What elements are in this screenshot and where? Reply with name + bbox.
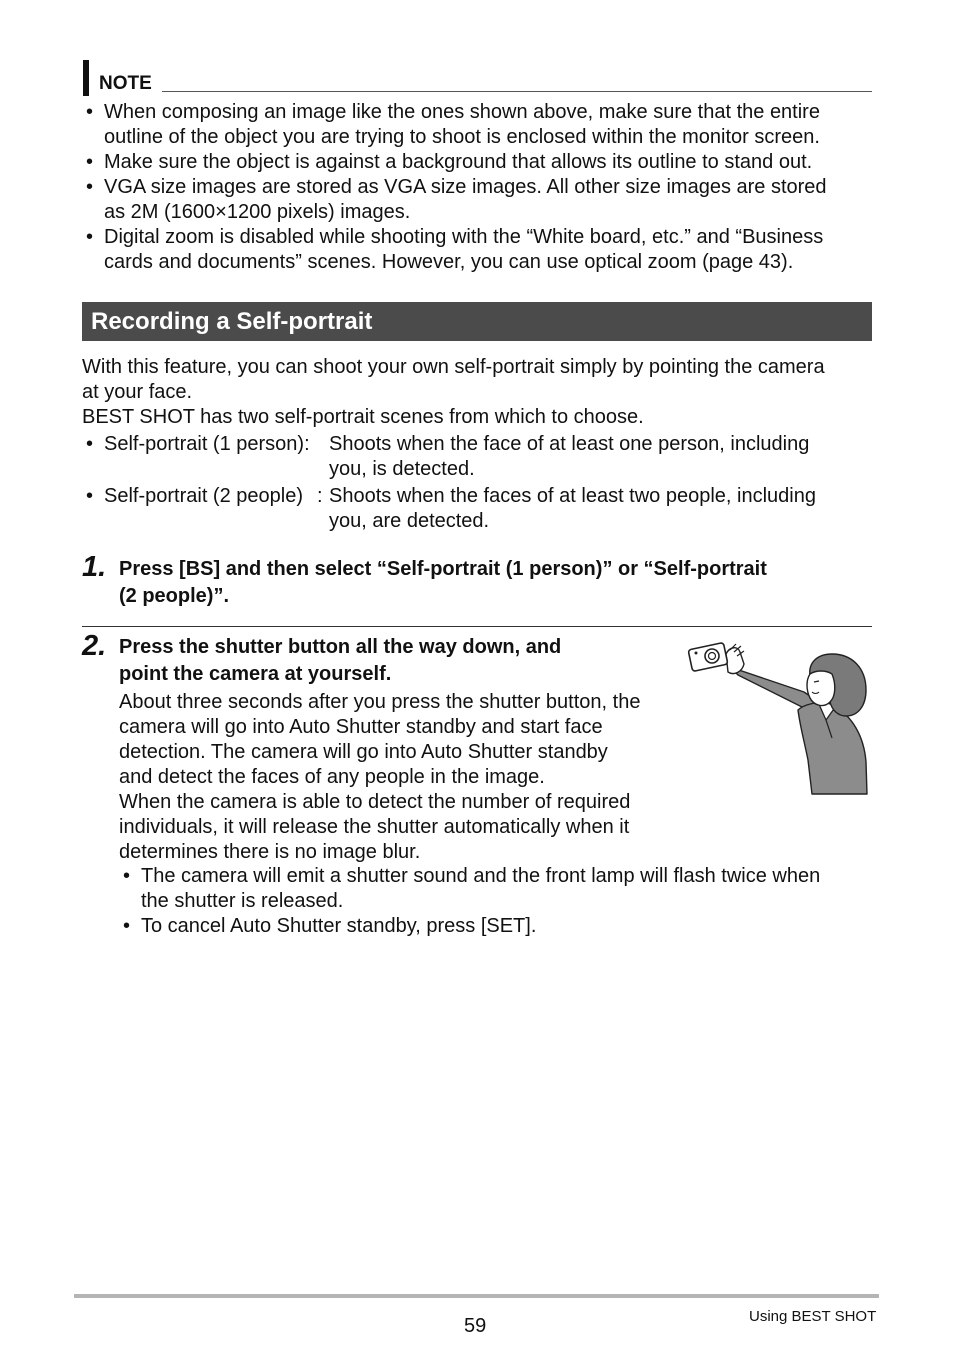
bullet-glyph: • bbox=[86, 433, 94, 455]
note-item-line: cards and documents” scenes. However, you can use optical zoom (page 43). bbox=[104, 251, 794, 273]
scene-description: Shoots when the face of at least one person, including bbox=[329, 433, 810, 455]
step-body-line: camera will go into Auto Shutter standby and start face bbox=[119, 716, 603, 738]
scene-colon: : bbox=[317, 485, 323, 507]
scene-description: you, is detected. bbox=[329, 458, 475, 480]
intro-line: BEST SHOT has two self-portrait scenes from which to choose. bbox=[82, 406, 644, 428]
step-body-line: When the camera is able to detect the number of required bbox=[119, 791, 631, 813]
bullet-glyph: • bbox=[123, 865, 131, 887]
section-title: Recording a Self-portrait bbox=[91, 308, 373, 335]
step-divider bbox=[82, 626, 872, 627]
scene-description: you, are detected. bbox=[329, 510, 490, 532]
step-number: 1. bbox=[82, 551, 107, 583]
note-divider bbox=[162, 91, 872, 92]
bullet-glyph: • bbox=[123, 915, 131, 937]
scene-name: Self-portrait (2 people) bbox=[104, 485, 303, 507]
page-number: 59 bbox=[464, 1315, 487, 1337]
step-title: (2 people)”. bbox=[119, 585, 230, 607]
bullet-glyph: • bbox=[86, 101, 94, 123]
footer-section-name: Using BEST SHOT bbox=[749, 1308, 877, 1325]
intro-line: With this feature, you can shoot your own self-portrait simply by pointing the camera bbox=[82, 356, 825, 378]
self-portrait-illustration bbox=[686, 640, 870, 798]
step-title: point the camera at yourself. bbox=[119, 663, 392, 685]
step-body-line: and detect the faces of any people in the image. bbox=[119, 766, 545, 788]
note-item-line: as 2M (1600×1200 pixels) images. bbox=[104, 201, 411, 223]
step-body-line: detection. The camera will go into Auto Shutter standby bbox=[119, 741, 608, 763]
note-item-line: Make sure the object is against a background that allows its outline to stand out. bbox=[104, 151, 813, 173]
bullet-glyph: • bbox=[86, 176, 94, 198]
note-item-line: outline of the object you are trying to shoot is enclosed within the monitor screen. bbox=[104, 126, 820, 148]
bullet-glyph: • bbox=[86, 485, 94, 507]
step-title: Press [BS] and then select “Self-portrait (1 person)” or “Self-portrait bbox=[119, 558, 767, 580]
step-title: Press the shutter button all the way down, and bbox=[119, 636, 562, 658]
scene-name: Self-portrait (1 person): bbox=[104, 433, 310, 455]
note-marker-bar bbox=[83, 60, 89, 96]
step-body-line: About three seconds after you press the shutter button, the bbox=[119, 691, 641, 713]
bullet-glyph: • bbox=[86, 226, 94, 248]
step-number: 2. bbox=[82, 630, 107, 662]
bullet-glyph: • bbox=[86, 151, 94, 173]
section-banner bbox=[82, 302, 872, 341]
step-bullet-line: The camera will emit a shutter sound and the front lamp will flash twice when bbox=[141, 865, 821, 887]
step-body-line: individuals, it will release the shutter automatically when it bbox=[119, 816, 630, 838]
note-label: NOTE bbox=[99, 73, 152, 94]
footer-divider bbox=[74, 1294, 879, 1298]
step-bullet-line: the shutter is released. bbox=[141, 890, 344, 912]
note-item-line: VGA size images are stored as VGA size images. All other size images are stored bbox=[104, 176, 827, 198]
note-item-line: When composing an image like the ones shown above, make sure that the entire bbox=[104, 101, 820, 123]
step-body-line: determines there is no image blur. bbox=[119, 841, 421, 863]
scene-description: Shoots when the faces of at least two people, including bbox=[329, 485, 816, 507]
note-item-line: Digital zoom is disabled while shooting with the “White board, etc.” and “Business bbox=[104, 226, 824, 248]
intro-line: at your face. bbox=[82, 381, 193, 403]
step-bullet-line: To cancel Auto Shutter standby, press [SET]. bbox=[141, 915, 537, 937]
